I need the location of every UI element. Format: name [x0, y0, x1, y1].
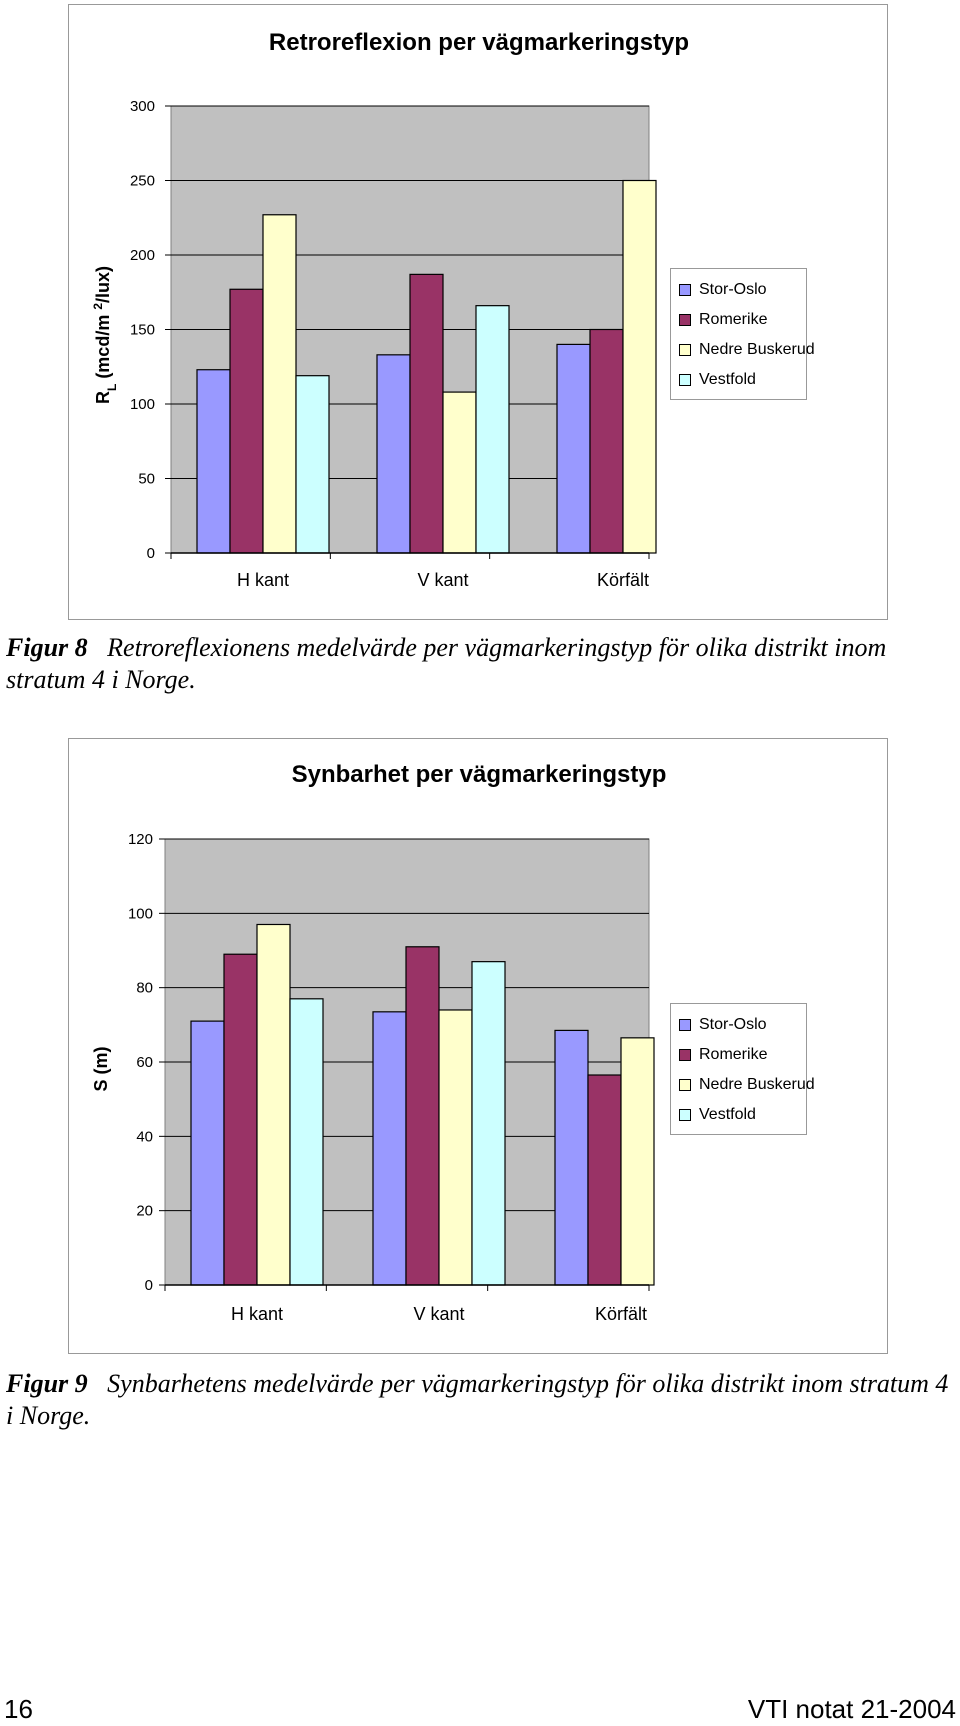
y-axis-label: S (m)	[91, 1046, 111, 1092]
y-tick-label: 300	[129, 98, 155, 115]
chart-retroreflexion	[68, 4, 888, 620]
y-tick-label: 100	[129, 396, 155, 413]
legend-item	[679, 305, 798, 335]
legend-item	[679, 1010, 798, 1040]
x-tick-label: H kant	[230, 1304, 284, 1324]
chart-legend	[670, 268, 815, 400]
bar	[439, 1010, 472, 1285]
bar	[476, 306, 509, 553]
chart-synbarhet	[68, 738, 888, 1354]
x-tick-label: V kant	[413, 1304, 465, 1324]
bar	[406, 947, 439, 1285]
legend-swatch	[679, 344, 691, 356]
figure-caption-8	[6, 632, 954, 696]
figure-caption-9	[6, 1368, 954, 1432]
bar	[410, 274, 443, 553]
bar	[296, 376, 329, 553]
legend-swatch	[679, 1049, 691, 1061]
legend-swatch	[679, 1019, 691, 1031]
legend-item	[679, 1040, 798, 1070]
legend-swatch	[679, 284, 691, 296]
chart-title: Synbarhet per vägmarkeringstyp	[291, 761, 667, 788]
bar	[257, 924, 290, 1285]
bar	[263, 215, 296, 553]
y-tick-label: 120	[127, 831, 153, 848]
caption-text: Retroreflexionens medelvärde per vägmarkeringstyp för olika distrikt inom stratum 4 i Norge.	[6, 633, 887, 694]
legend-label: Stor-Oslo	[699, 1016, 767, 1033]
bar	[290, 999, 323, 1285]
chart-legend	[670, 1003, 815, 1135]
legend-swatch	[679, 374, 691, 386]
legend-label: Nedre Buskerud	[699, 1076, 815, 1093]
legend-swatch	[679, 1079, 691, 1091]
bar	[377, 355, 410, 553]
legend-item	[679, 1100, 798, 1130]
y-tick-label: 0	[146, 545, 155, 562]
report-id: VTI notat 21-2004	[747, 1694, 956, 1724]
legend-item	[679, 275, 798, 305]
bar	[557, 344, 590, 553]
legend-swatch	[679, 1109, 691, 1121]
x-tick-label: Körfält	[594, 1304, 648, 1324]
legend-label: Vestfold	[699, 1106, 756, 1123]
chart-title: Retroreflexion per vägmarkeringstyp	[268, 29, 690, 56]
x-tick-label: Körfält	[596, 570, 650, 590]
legend-swatch	[679, 314, 691, 326]
bar	[555, 1030, 588, 1285]
caption-label: Figur 8	[6, 633, 88, 662]
bar	[373, 1012, 406, 1285]
y-tick-label: 0	[144, 1277, 153, 1294]
legend-label: Romerike	[699, 311, 768, 328]
y-tick-label: 100	[127, 905, 153, 923]
bar	[472, 962, 505, 1285]
y-tick-label: 80	[136, 979, 153, 997]
page-number: 16	[4, 1694, 33, 1724]
bar	[230, 289, 263, 553]
y-tick-label: 40	[136, 1128, 153, 1146]
bar	[621, 1038, 654, 1285]
x-tick-label: V kant	[417, 570, 469, 590]
legend-item	[679, 365, 798, 395]
legend-item	[679, 1070, 815, 1100]
legend-label: Romerike	[699, 1046, 768, 1063]
y-tick-label: 50	[138, 470, 155, 488]
x-tick-label: H kant	[236, 570, 290, 590]
caption-label: Figur 9	[6, 1369, 88, 1398]
legend-label: Nedre Buskerud	[699, 341, 815, 358]
caption-text: Synbarhetens medelvärde per vägmarkeringstyp för olika distrikt inom stratum 4 i Norge.	[6, 1369, 949, 1430]
legend-label: Vestfold	[699, 371, 756, 388]
y-tick-label: 60	[136, 1054, 153, 1071]
y-tick-label: 150	[129, 321, 155, 339]
legend-item	[679, 335, 815, 365]
legend-label: Stor-Oslo	[699, 281, 767, 298]
bar	[197, 370, 230, 553]
bar	[588, 1075, 621, 1285]
bar	[623, 181, 656, 554]
y-tick-label: 20	[136, 1202, 153, 1220]
bar	[224, 954, 257, 1285]
bar	[191, 1021, 224, 1285]
bar	[443, 392, 476, 553]
y-axis-label: $R_L$ (mcd/m $^2$/lux)	[91, 265, 119, 405]
bar	[590, 330, 623, 554]
y-tick-label: 250	[129, 172, 155, 190]
y-tick-label: 200	[129, 247, 155, 264]
